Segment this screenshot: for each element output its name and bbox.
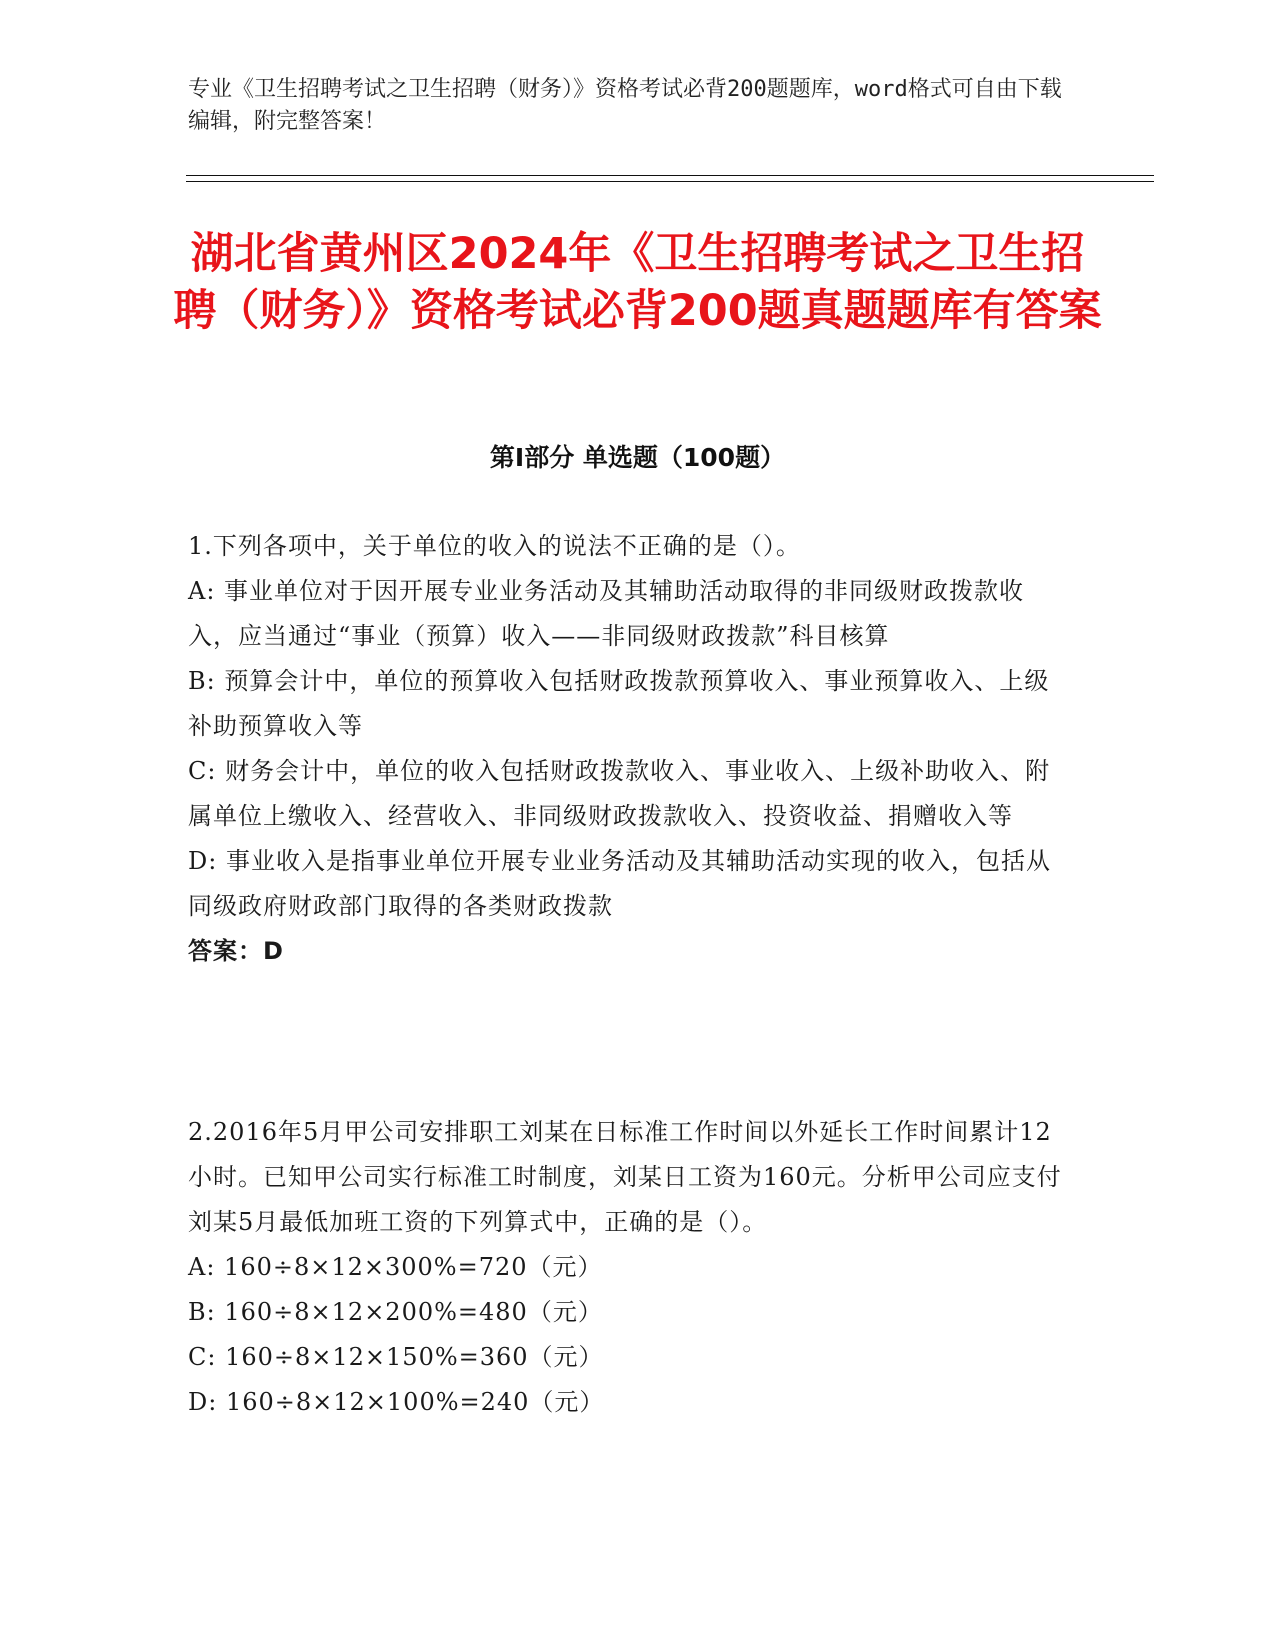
document-title: 湖北省黄州区2024年《卫生招聘考试之卫生招聘（财务）》资格考试必背200题真题题库有答案 bbox=[173, 229, 1102, 336]
header-divider-bottom bbox=[186, 181, 1154, 182]
option-d: D: 事业收入是指事业单位开展专业业务活动及其辅助活动实现的收入，包括从同级政府财政部门取得的各类财政拨款 bbox=[188, 847, 1051, 920]
header-note: 专业《卫生招聘考试之卫生招聘（财务）》资格考试必背200题题库，word格式可自由下载编辑，附完整答案！ bbox=[188, 77, 1062, 134]
option-a: A: 160÷8×12×300%=720（元） bbox=[188, 1253, 603, 1281]
section-heading: 第I部分 单选题（100题） bbox=[489, 443, 786, 472]
answer: 答案：D bbox=[188, 937, 284, 965]
question-stem: 2.2016年5月甲公司安排职工刘某在日标准工作时间以外延长工作时间累计12小时。已知甲公司实行标准工时制度，刘某日工资为160元。分析甲公司应支付刘某5月最低加班工资的下列算式中，正确的是（）。 bbox=[188, 1118, 1062, 1236]
option-d: D: 160÷8×12×100%=240（元） bbox=[188, 1388, 605, 1416]
option-a: A: 事业单位对于因开展专业业务活动及其辅助活动取得的非同级财政拨款收入，应当通过“事业（预算）收入——非同级财政拨款”科目核算 bbox=[188, 577, 1025, 650]
option-c: C: 160÷8×12×150%=360（元） bbox=[188, 1343, 604, 1371]
header-divider-top bbox=[186, 175, 1154, 176]
option-b: B: 160÷8×12×200%=480（元） bbox=[188, 1298, 603, 1326]
option-b: B: 预算会计中，单位的预算收入包括财政拨款预算收入、事业预算收入、上级补助预算收入等 bbox=[188, 667, 1050, 740]
option-c: C: 财务会计中，单位的收入包括财政拨款收入、事业收入、上级补助收入、附属单位上缴收入、经营收入、非同级财政拨款收入、投资收益、捐赠收入等 bbox=[188, 757, 1051, 830]
question-stem: 1.下列各项中，关于单位的收入的说法不正确的是（）。 bbox=[188, 532, 801, 560]
question-1 bbox=[188, 524, 1068, 974]
question-2 bbox=[188, 1110, 1068, 1425]
